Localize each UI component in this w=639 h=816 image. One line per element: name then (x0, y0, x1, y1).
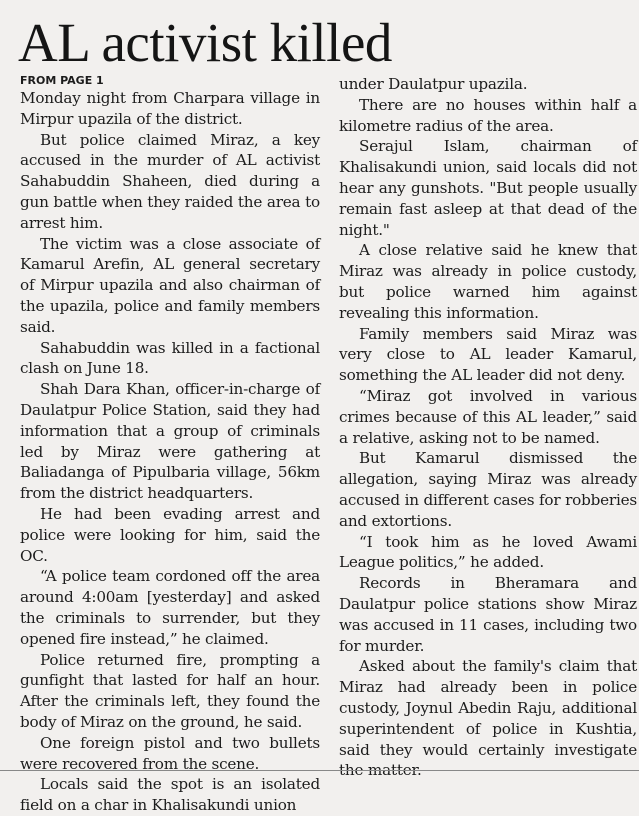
paragraph: “A police team cordoned off the area around 4:00am [yesterday] and asked the criminals to surrender, but they opened fire instead,” he claimed. (20, 567, 320, 648)
paragraph: “Miraz got involved in various crimes because of this AL leader,” said a relative, asking not to be named. (339, 386, 637, 447)
paragraph: Police returned fire, prompting a gunfight that lasted for half an hour. After the criminals left, they found the body of Miraz on the ground, he said. (20, 650, 320, 731)
paragraph: “I took him as he loved Awami League politics,” he added. (339, 532, 637, 572)
paragraph: The victim was a close associate of Kamarul Arefin, AL general secretary of Mirpur upazila and also chairman of the upazila, police and family members said. (20, 234, 320, 336)
paragraph: under Daulatpur upazila. (339, 75, 528, 93)
paragraph: One foreign pistol and two bullets were recovered from the scene. (20, 733, 320, 773)
paragraph: But police claimed Miraz, a key accused in the murder of AL activist Sahabuddin Shaheen, died during a gun battle when they raided the area to arrest him. (20, 130, 320, 232)
paragraph: Asked about the family's claim that Miraz had already been in police custody, Joynul Abedin Raju, additional superintendent of police in Kushtia, said they would certainly investigate the matter. (339, 657, 637, 780)
paragraph: Sahabuddin was killed in a factional clash on June 18. (20, 338, 320, 378)
paragraph: Locals said the spot is an isolated field on a char in Khalisakundi union (20, 775, 320, 815)
paragraph: But Kamarul dismissed the allegation, saying Miraz was already accused in different cases for robberies and extortions. (339, 449, 637, 530)
article-column-left (20, 74, 320, 816)
paragraph: Records in Bheramara and Daulatpur police stations show Miraz was accused in 11 cases, including two for murder. (339, 574, 637, 655)
paragraph: A close relative said he knew that Miraz was already in police custody, but police warned him against revealing this information. (339, 241, 637, 322)
paragraph: There are no houses within half a kilometre radius of the area. (339, 95, 637, 135)
paragraph: Shah Dara Khan, officer-in-charge of Daulatpur Police Station, said they had information that a group of criminals led by Miraz were gathering at Baliadanga of Pipulbaria village, 56km from the district headquarters. (20, 380, 320, 503)
paragraph: Family members said Miraz was very close to AL leader Kamarul, something the AL leader did not deny. (339, 324, 637, 385)
paragraph: Serajul Islam, chairman of Khalisakundi union, said locals did not hear any gunshots. "But people usually remain fast asleep at that dead of the night." (339, 137, 637, 239)
kicker: FROM PAGE 1 (20, 74, 104, 87)
paragraph: Monday night from Charpara village in Mirpur upazila of the district. (20, 89, 320, 128)
paragraph: He had been evading arrest and police were looking for him, said the OC. (20, 504, 320, 565)
headline: AL activist killed (18, 12, 392, 73)
page-edge-rule (0, 770, 639, 771)
article-column-right (339, 74, 637, 781)
